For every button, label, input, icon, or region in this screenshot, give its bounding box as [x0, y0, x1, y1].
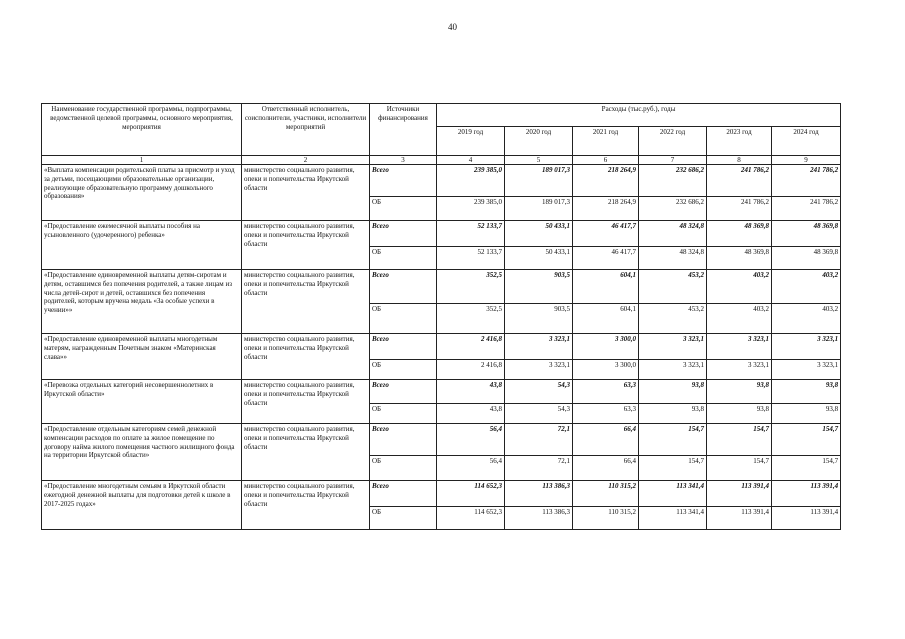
ob-value: 93,8: [639, 404, 707, 424]
total-value: 52 133,7: [437, 221, 505, 247]
column-number: 7: [639, 156, 707, 165]
total-value: 403,2: [772, 270, 841, 304]
column-number: 1: [42, 156, 242, 165]
total-value: 113 386,3: [505, 481, 573, 507]
column-number: 3: [370, 156, 437, 165]
ob-value: 113 391,4: [707, 507, 772, 530]
source-total-label: Всего: [372, 222, 389, 230]
header-year: 2022 год: [639, 126, 707, 155]
table-row: [42, 334, 841, 360]
ob-value: 154,7: [772, 456, 841, 481]
ob-value: 154,7: [707, 456, 772, 481]
source-total-cell: [370, 165, 437, 197]
total-value: 604,1: [573, 270, 639, 304]
total-value: 43,8: [437, 380, 505, 404]
column-number: 8: [707, 156, 772, 165]
source-total-cell: [370, 334, 437, 360]
budget-table: [41, 103, 841, 530]
ob-value: 241 786,2: [707, 197, 772, 221]
header-year: 2020 год: [505, 126, 573, 155]
total-value: 93,8: [707, 380, 772, 404]
ob-value: 903,5: [505, 304, 573, 334]
total-value: 72,1: [505, 424, 573, 456]
total-value: 48 324,8: [639, 221, 707, 247]
ob-value: 3 323,1: [707, 360, 772, 380]
source-total-cell: [370, 424, 437, 456]
measure-name: «Выплата компенсации родительской платы за присмотр и уход за детьми, посещающими образовательные организации, реализующие образовательную программу дошкольного образования»: [42, 165, 242, 221]
table-row: [42, 481, 841, 507]
column-numbers-row: [42, 156, 841, 165]
source-total-cell: [370, 380, 437, 404]
measure-name: «Предоставление единовременной выплаты многодетным матерям, награжденным Почетным знаком «Материнская слава»»: [42, 334, 242, 380]
source-total-label: Всего: [372, 425, 389, 433]
ob-value: 352,5: [437, 304, 505, 334]
ob-value: 93,8: [772, 404, 841, 424]
source-ob-label: ОБ: [370, 304, 437, 334]
source-total-label: Всего: [372, 166, 389, 174]
ob-value: 50 433,1: [505, 247, 573, 270]
total-value: 154,7: [707, 424, 772, 456]
measure-name: «Предоставление отдельным категориям семей денежной компенсации расходов по оплате за жилое помещение по договору найма жилого помещения частного жилищного фонда на территории Иркутской области»: [42, 424, 242, 481]
total-value: 3 323,1: [707, 334, 772, 360]
ob-value: 52 133,7: [437, 247, 505, 270]
column-number: 5: [505, 156, 573, 165]
ob-value: 54,3: [505, 404, 573, 424]
total-value: 3 323,1: [639, 334, 707, 360]
ob-value: 110 315,2: [573, 507, 639, 530]
ob-value: 72,1: [505, 456, 573, 481]
total-value: 232 686,2: [639, 165, 707, 197]
ob-value: 48 369,8: [772, 247, 841, 270]
column-number: 4: [437, 156, 505, 165]
total-value: 46 417,7: [573, 221, 639, 247]
header-year: 2024 год: [772, 126, 841, 155]
total-value: 154,7: [639, 424, 707, 456]
total-value: 50 433,1: [505, 221, 573, 247]
source-total-label: Всего: [372, 335, 389, 343]
ob-value: 232 686,2: [639, 197, 707, 221]
ob-value: 114 652,3: [437, 507, 505, 530]
total-value: 3 323,1: [505, 334, 573, 360]
total-value: 3 300,0: [573, 334, 639, 360]
header-sources: Источники финансирования: [370, 104, 437, 156]
total-value: 48 369,8: [707, 221, 772, 247]
total-value: 113 391,4: [772, 481, 841, 507]
source-ob-label: ОБ: [370, 507, 437, 530]
ob-value: 3 323,1: [772, 360, 841, 380]
total-value: 110 315,2: [573, 481, 639, 507]
header-expenses: Расходы (тыс.руб.), годы: [437, 104, 841, 127]
total-value: 239 385,0: [437, 165, 505, 197]
ob-value: 218 264,9: [573, 197, 639, 221]
source-total-cell: [370, 270, 437, 304]
ob-value: 2 416,8: [437, 360, 505, 380]
table-row: [42, 424, 841, 456]
measure-executor: министерство социального развития, опеки и попечительства Иркутской области: [242, 270, 370, 334]
ob-value: 48 369,8: [707, 247, 772, 270]
source-ob-label: ОБ: [370, 360, 437, 380]
measure-executor: министерство социального развития, опеки и попечительства Иркутской области: [242, 334, 370, 380]
total-value: 241 786,2: [772, 165, 841, 197]
ob-value: 43,8: [437, 404, 505, 424]
table-row: [42, 380, 841, 404]
column-number: 6: [573, 156, 639, 165]
measure-executor: министерство социального развития, опеки и попечительства Иркутской области: [242, 380, 370, 424]
measure-name: «Предоставление ежемесячной выплаты пособия на усыновленного (удочеренного) ребенка»: [42, 221, 242, 270]
measure-name: «Предоставление единовременной выплаты детям-сиротам и детям, оставшимся без попечения родителей, а также лицам из числа детей-сирот и детей, оставшихся без попечения родителей, которым вручена медаль «За особые успехи в учении»»: [42, 270, 242, 334]
ob-value: 403,2: [772, 304, 841, 334]
ob-value: 93,8: [707, 404, 772, 424]
total-value: 2 416,8: [437, 334, 505, 360]
ob-value: 113 391,4: [772, 507, 841, 530]
header-executor: Ответственный исполнитель, соисполнители, участники, исполнители мероприятий: [242, 104, 370, 156]
ob-value: 48 324,8: [639, 247, 707, 270]
table-row: [42, 165, 841, 197]
total-value: 66,4: [573, 424, 639, 456]
ob-value: 241 786,2: [772, 197, 841, 221]
total-value: 3 323,1: [772, 334, 841, 360]
total-value: 63,3: [573, 380, 639, 404]
table-row: [42, 221, 841, 247]
source-ob-label: ОБ: [370, 197, 437, 221]
ob-value: 46 417,7: [573, 247, 639, 270]
total-value: 54,3: [505, 380, 573, 404]
measure-executor: министерство социального развития, опеки и попечительства Иркутской области: [242, 221, 370, 270]
source-total-label: Всего: [372, 482, 389, 490]
total-value: 113 391,4: [707, 481, 772, 507]
total-value: 241 786,2: [707, 165, 772, 197]
measure-executor: министерство социального развития, опеки и попечительства Иркутской области: [242, 481, 370, 530]
source-ob-label: ОБ: [370, 404, 437, 424]
ob-value: 239 385,0: [437, 197, 505, 221]
total-value: 403,2: [707, 270, 772, 304]
total-value: 453,2: [639, 270, 707, 304]
header-name: Наименование государственной программы, подпрограммы, ведомственной целевой программы, основного мероприятия, мероприятия: [42, 104, 242, 156]
measure-executor: министерство социального развития, опеки и попечительства Иркутской области: [242, 165, 370, 221]
total-value: 48 369,8: [772, 221, 841, 247]
total-value: 218 264,9: [573, 165, 639, 197]
ob-value: 113 341,4: [639, 507, 707, 530]
total-value: 93,8: [639, 380, 707, 404]
source-total-cell: [370, 481, 437, 507]
header-year: 2019 год: [437, 126, 505, 155]
ob-value: 3 300,0: [573, 360, 639, 380]
total-value: 93,8: [772, 380, 841, 404]
total-value: 189 017,3: [505, 165, 573, 197]
total-value: 56,4: [437, 424, 505, 456]
ob-value: 63,3: [573, 404, 639, 424]
source-ob-label: ОБ: [370, 247, 437, 270]
total-value: 352,5: [437, 270, 505, 304]
header-year: 2023 год: [707, 126, 772, 155]
header-year: 2021 год: [573, 126, 639, 155]
table-body: [42, 165, 841, 530]
ob-value: 56,4: [437, 456, 505, 481]
table-row: [42, 270, 841, 304]
source-total-label: Всего: [372, 381, 389, 389]
measure-executor: министерство социального развития, опеки и попечительства Иркутской области: [242, 424, 370, 481]
ob-value: 189 017,3: [505, 197, 573, 221]
total-value: 154,7: [772, 424, 841, 456]
total-value: 114 652,3: [437, 481, 505, 507]
column-number: 2: [242, 156, 370, 165]
ob-value: 3 323,1: [505, 360, 573, 380]
measure-name: «Перевозка отдельных категорий несовершеннолетних в Иркутской области»: [42, 380, 242, 424]
source-total-label: Всего: [372, 271, 389, 279]
column-number: 9: [772, 156, 841, 165]
source-ob-label: ОБ: [370, 456, 437, 481]
total-value: 903,5: [505, 270, 573, 304]
source-total-cell: [370, 221, 437, 247]
total-value: 113 341,4: [639, 481, 707, 507]
ob-value: 113 386,3: [505, 507, 573, 530]
ob-value: 154,7: [639, 456, 707, 481]
ob-value: 604,1: [573, 304, 639, 334]
ob-value: 66,4: [573, 456, 639, 481]
ob-value: 403,2: [707, 304, 772, 334]
page-number: 40: [448, 22, 457, 32]
measure-name: «Предоставление многодетным семьям в Иркутской области ежегодной денежной выплаты для подготовки детей к школе в 2017-2025 годах»: [42, 481, 242, 530]
ob-value: 453,2: [639, 304, 707, 334]
ob-value: 3 323,1: [639, 360, 707, 380]
